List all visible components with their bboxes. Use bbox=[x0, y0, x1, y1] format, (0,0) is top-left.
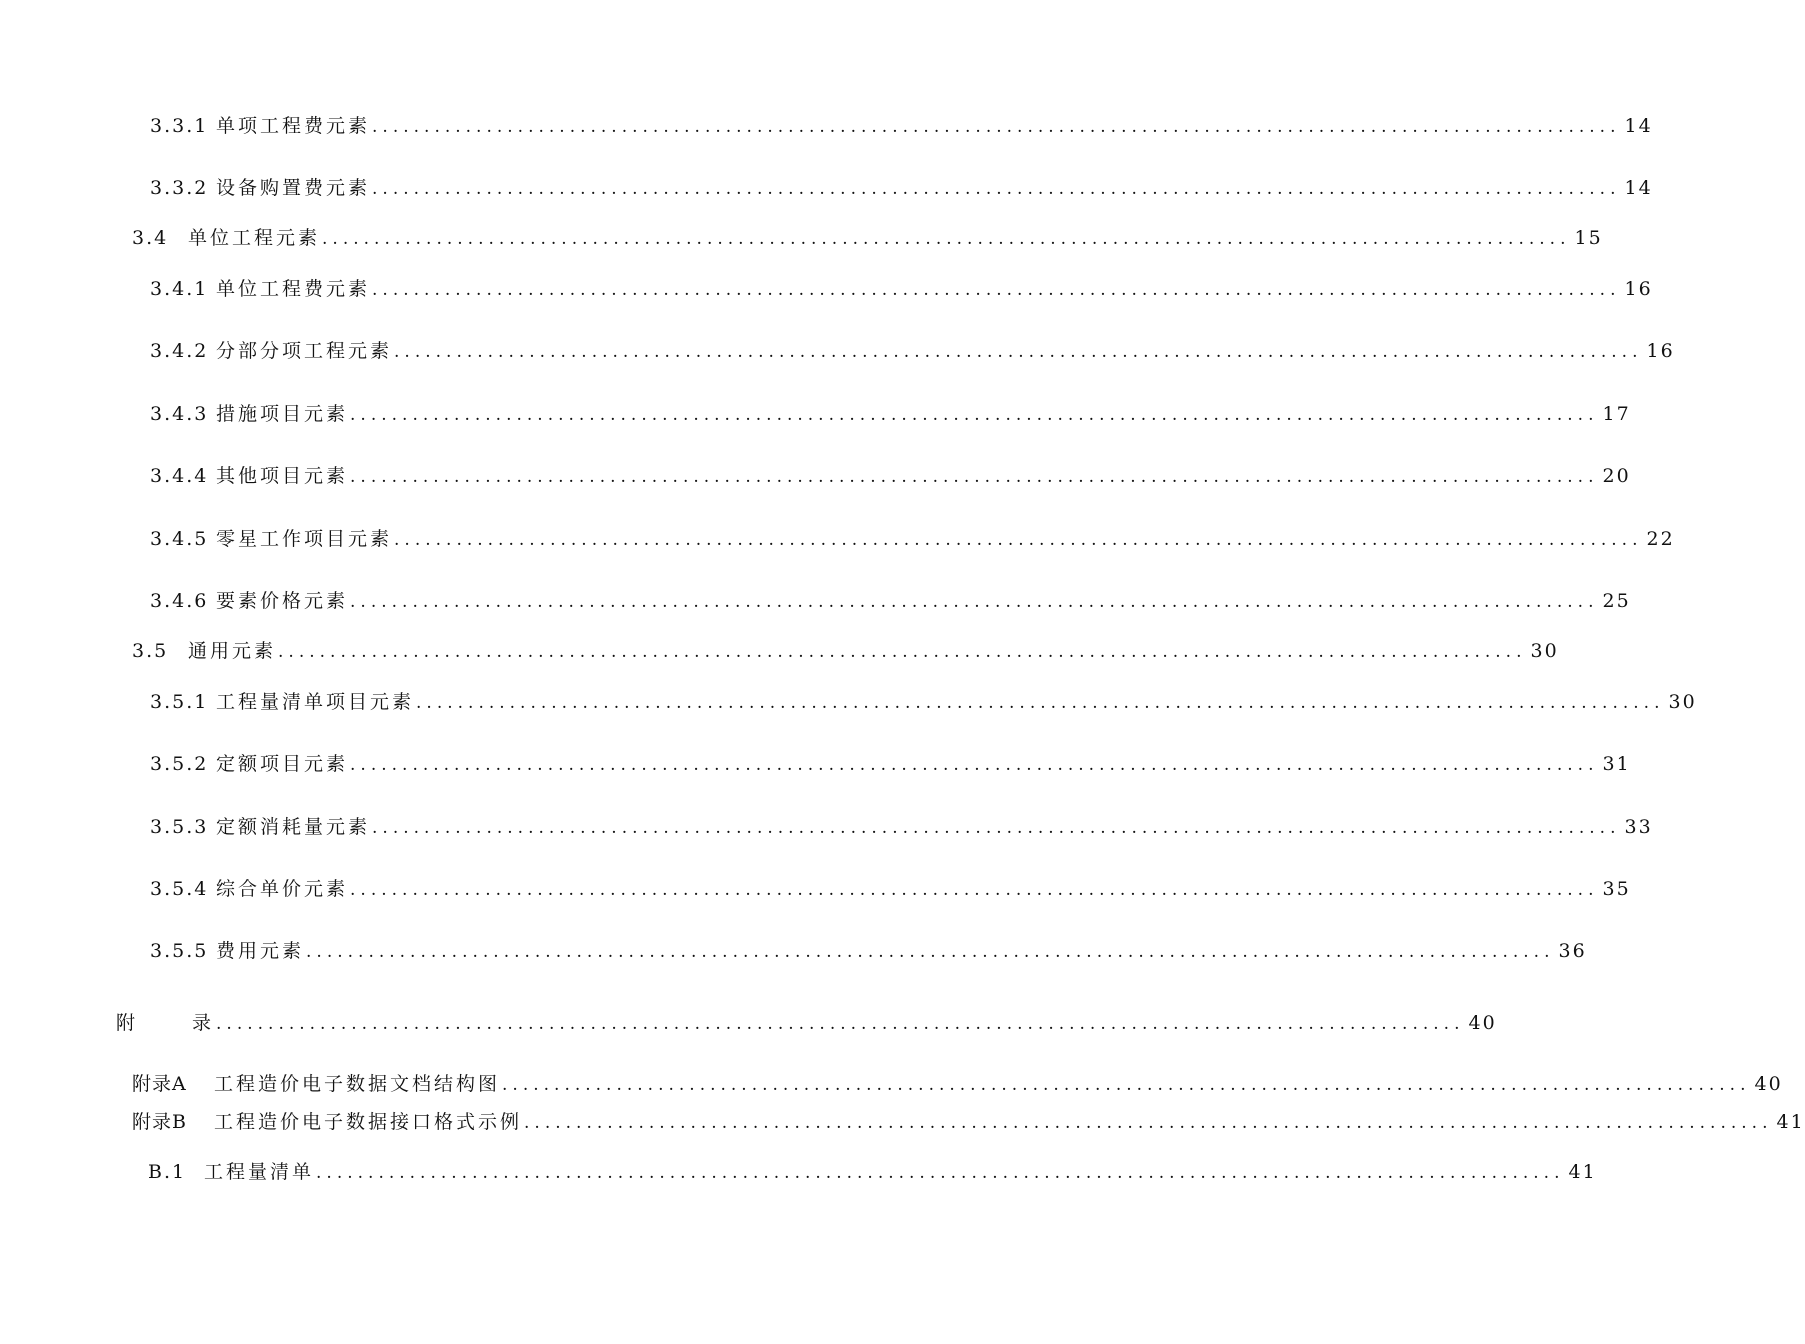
toc-dot-leader: ........................................................................................................................ bbox=[316, 1163, 1565, 1183]
toc-entry-title: 工程造价电子数据接口格式示例 bbox=[214, 1111, 523, 1133]
toc-entry-3-4-1[interactable] bbox=[150, 275, 1653, 303]
toc-entry-page: 22 bbox=[1646, 528, 1675, 550]
toc-entry-number: 3.5.3 bbox=[150, 816, 209, 838]
toc-entry-title: 零星工作项目元素 bbox=[216, 528, 393, 550]
toc-entry-page: 31 bbox=[1602, 753, 1631, 775]
toc-entry-page: 30 bbox=[1530, 640, 1559, 662]
toc-entry-page: 30 bbox=[1668, 691, 1697, 713]
toc-entry-3-4-4[interactable] bbox=[150, 462, 1631, 490]
toc-entry-3-5-3[interactable] bbox=[150, 813, 1653, 841]
toc-entry-appendix-b[interactable] bbox=[132, 1108, 1805, 1136]
toc-entry-title: 其他项目元素 bbox=[216, 465, 349, 487]
toc-dot-leader: ........................................................................................................................ bbox=[372, 280, 1621, 300]
toc-dot-leader: ........................................................................................................................ bbox=[322, 229, 1571, 249]
toc-entry-title: 设备购置费元素 bbox=[216, 177, 371, 199]
toc-entry-number: 3.3.1 bbox=[150, 115, 209, 137]
toc-entry-number: 3.5.1 bbox=[150, 691, 209, 713]
toc-entry-page: 40 bbox=[1754, 1073, 1783, 1095]
toc-entry-page: 14 bbox=[1624, 115, 1653, 137]
toc-dot-leader: ........................................................................................................................ bbox=[502, 1075, 1751, 1095]
toc-entry-3-5-4[interactable] bbox=[150, 875, 1631, 903]
toc-entry-page: 33 bbox=[1624, 816, 1653, 838]
toc-entry-3-5-1[interactable] bbox=[150, 688, 1697, 716]
toc-entry-title: 定额项目元素 bbox=[216, 753, 349, 775]
toc-dot-leader: ........................................................................................................................ bbox=[216, 1014, 1465, 1034]
toc-entry-page: 41 bbox=[1568, 1161, 1597, 1183]
toc-entry-page: 14 bbox=[1624, 177, 1653, 199]
toc-entry-number: 3.4.4 bbox=[150, 465, 209, 487]
toc-entry-number: 3.4.3 bbox=[150, 403, 209, 425]
toc-entry-number: 3.5.5 bbox=[150, 940, 209, 962]
toc-entry-title: 定额消耗量元素 bbox=[216, 816, 371, 838]
toc-entry-title: 单位工程费元素 bbox=[216, 278, 371, 300]
toc-entry-number: 3.5 bbox=[132, 640, 169, 662]
toc-entry-title: 工程造价电子数据文档结构图 bbox=[214, 1073, 501, 1095]
toc-entry-title: 要素价格元素 bbox=[216, 590, 349, 612]
toc-entry-number: 附录A bbox=[132, 1073, 187, 1095]
toc-entry-title: 单项工程费元素 bbox=[216, 115, 371, 137]
toc-dot-leader: ........................................................................................................................ bbox=[350, 755, 1599, 775]
toc-entry-3-4-3[interactable] bbox=[150, 400, 1631, 428]
toc-entry-page: 41 bbox=[1776, 1111, 1805, 1133]
toc-entry-3-4-2[interactable] bbox=[150, 337, 1675, 365]
toc-entry-title: 通用元素 bbox=[188, 640, 277, 662]
toc-entry-page: 15 bbox=[1574, 227, 1603, 249]
toc-entry-page: 35 bbox=[1602, 878, 1631, 900]
toc-entry-3-3-2[interactable] bbox=[150, 174, 1653, 202]
toc-dot-leader: ........................................................................................................................ bbox=[416, 693, 1665, 713]
toc-entry-number: 3.5.2 bbox=[150, 753, 209, 775]
toc-entry-number: 附录B bbox=[132, 1111, 187, 1133]
toc-entry-title: 综合单价元素 bbox=[216, 878, 349, 900]
toc-entry-b-1[interactable] bbox=[148, 1158, 1597, 1186]
toc-entry-number: 3.4.5 bbox=[150, 528, 209, 550]
toc-entry-number: 3.5.4 bbox=[150, 878, 209, 900]
toc-entry-appendix[interactable] bbox=[116, 1009, 1497, 1037]
toc-dot-leader: ........................................................................................................................ bbox=[350, 467, 1599, 487]
toc-dot-leader: ........................................................................................................................ bbox=[372, 179, 1621, 199]
toc-entry-title: 费用元素 bbox=[216, 940, 305, 962]
toc-entry-3-5-2[interactable] bbox=[150, 750, 1631, 778]
toc-entry-title: 单位工程元素 bbox=[188, 227, 321, 249]
toc-entry-title: 工程量清单 bbox=[204, 1161, 315, 1183]
toc-entry-3-5[interactable] bbox=[132, 637, 1559, 665]
toc-entry-number: B.1 bbox=[148, 1161, 187, 1183]
toc-dot-leader: ........................................................................................................................ bbox=[372, 117, 1621, 137]
toc-entry-number: 3.4.2 bbox=[150, 340, 209, 362]
toc-dot-leader: ........................................................................................................................ bbox=[350, 592, 1599, 612]
toc-dot-leader: ........................................................................................................................ bbox=[394, 342, 1643, 362]
toc-dot-leader: ........................................................................................................................ bbox=[350, 880, 1599, 900]
toc-dot-leader: ........................................................................................................................ bbox=[306, 942, 1555, 962]
toc-entry-page: 20 bbox=[1602, 465, 1631, 487]
toc-entry-page: 17 bbox=[1602, 403, 1631, 425]
toc-entry-title: 分部分项工程元素 bbox=[216, 340, 393, 362]
toc-entry-number: 3.4.6 bbox=[150, 590, 209, 612]
toc-entry-page: 16 bbox=[1624, 278, 1653, 300]
toc-entry-title: 措施项目元素 bbox=[216, 403, 349, 425]
toc-entry-appendix-a[interactable] bbox=[132, 1070, 1783, 1098]
toc-entry-number: 3.4.1 bbox=[150, 278, 209, 300]
toc-entry-3-4-6[interactable] bbox=[150, 587, 1631, 615]
toc-dot-leader: ........................................................................................................................ bbox=[350, 405, 1599, 425]
toc-entry-3-5-5[interactable] bbox=[150, 937, 1587, 965]
toc-entry-number: 3.4 bbox=[132, 227, 169, 249]
toc-dot-leader: ........................................................................................................................ bbox=[278, 642, 1527, 662]
toc-dot-leader: ........................................................................................................................ bbox=[524, 1113, 1773, 1133]
toc-entry-3-4[interactable] bbox=[132, 224, 1603, 252]
toc-dot-leader: ........................................................................................................................ bbox=[394, 530, 1643, 550]
toc-entry-number: 附 bbox=[116, 1012, 136, 1034]
toc-entry-page: 36 bbox=[1558, 940, 1587, 962]
toc-entry-3-4-5[interactable] bbox=[150, 525, 1675, 553]
toc-entry-page: 25 bbox=[1602, 590, 1631, 612]
toc-entry-page: 40 bbox=[1468, 1012, 1497, 1034]
toc-entry-title: 录 bbox=[192, 1012, 215, 1034]
toc-entry-page: 16 bbox=[1646, 340, 1675, 362]
toc-entry-3-3-1[interactable] bbox=[150, 112, 1653, 140]
toc-entry-title: 工程量清单项目元素 bbox=[216, 691, 415, 713]
toc-dot-leader: ........................................................................................................................ bbox=[372, 818, 1621, 838]
toc-entry-number: 3.3.2 bbox=[150, 177, 209, 199]
